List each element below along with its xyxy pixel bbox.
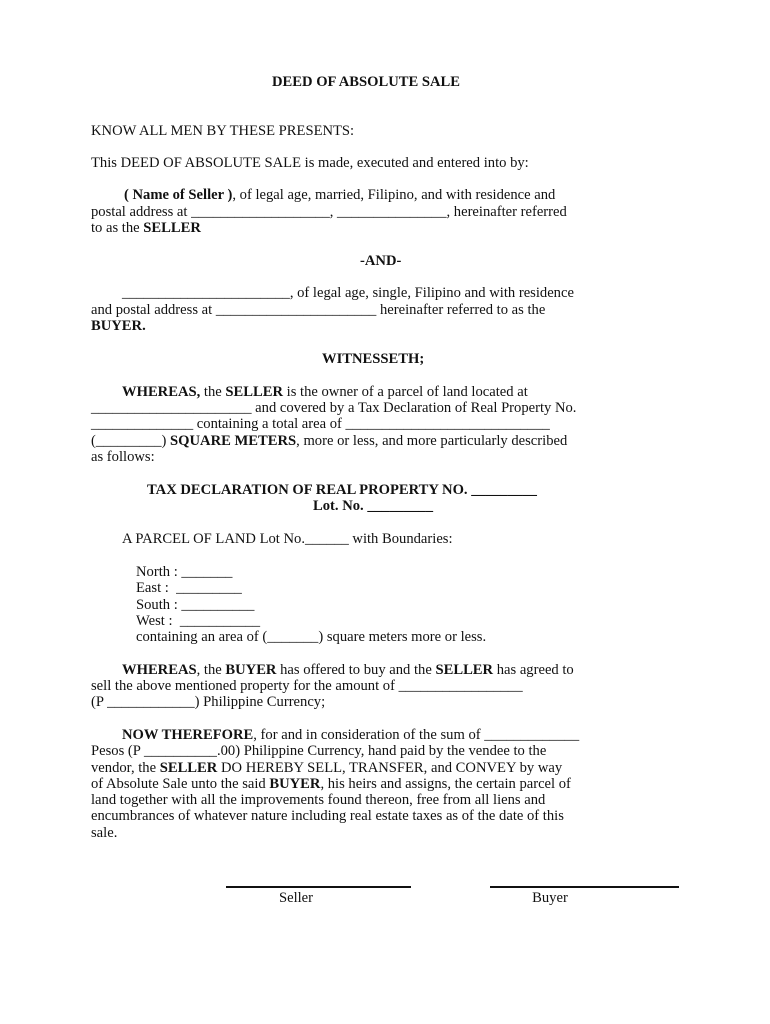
seller-signature-label: Seller <box>278 890 314 906</box>
seller-signature-line <box>226 886 411 888</box>
now-therefore-line-3 <box>91 760 562 776</box>
whereas2-text: , the <box>196 662 226 678</box>
and-separator: -AND- <box>360 253 402 269</box>
lot-number-heading: Lot. No. _________ <box>313 498 433 514</box>
intro-text: This DEED OF ABSOLUTE SALE is made, executed and entered into by: <box>91 155 529 171</box>
now-therefore-text: , for and in consideration of the sum of _____________ <box>253 727 580 743</box>
whereas1-text: (_________) <box>91 433 171 449</box>
seller-para-line-2: postal address at ___________________, _______________, hereinafter referred <box>91 204 567 220</box>
seller-term: SELLER <box>143 220 201 236</box>
seller-para-line-1 <box>124 187 555 203</box>
buyer-para-line-2: and postal address at ______________________ hereinafter referred to as the <box>91 302 546 318</box>
now-therefore-line-5: land together with all the improvements found thereon, free from all liens and <box>91 792 546 808</box>
buyer-term: BUYER. <box>91 318 146 334</box>
whereas-term: WHEREAS, <box>122 384 201 400</box>
whereas1-text: is the owner of a parcel of land located at <box>283 384 528 400</box>
whereas2-line-2: sell the above mentioned property for the amount of _________________ <box>91 678 523 694</box>
whereas1-line-3: ______________ containing a total area of ____________________________ <box>91 416 550 432</box>
tax-declaration-heading: TAX DECLARATION OF REAL PROPERTY NO. _________ <box>147 482 537 498</box>
square-meters-term: SQUARE METERS <box>170 433 297 449</box>
now-therefore-line-1 <box>122 727 579 743</box>
now-therefore-text: DO HEREBY SELL, TRANSFER, and CONVEY by way <box>217 760 563 776</box>
buyer-term: BUYER <box>225 662 277 678</box>
buyer-term: BUYER <box>269 776 321 792</box>
seller-para-text: , of legal age, married, Filipino, and with residence and <box>232 187 556 203</box>
seller-term: SELLER <box>435 662 494 678</box>
whereas1-text: , more or less, and more particularly described <box>296 433 568 449</box>
whereas2-line-1 <box>122 662 574 678</box>
now-therefore-line-4 <box>91 776 571 792</box>
buyer-signature-label: Buyer <box>532 890 568 906</box>
whereas-term: WHEREAS <box>122 662 197 678</box>
seller-para-line-3 <box>91 220 201 236</box>
parcel-description: A PARCEL OF LAND Lot No.______ with Boundaries: <box>122 531 453 547</box>
whereas2-text: has offered to buy and the <box>276 662 436 678</box>
whereas1-text: the <box>200 384 226 400</box>
now-therefore-line-2: Pesos (P __________.00) Philippine Currency, hand paid by the vendee to the <box>91 743 547 759</box>
now-therefore-text: vendor, the <box>91 760 160 776</box>
seller-term: SELLER <box>159 760 218 776</box>
seller-para-text: to as the <box>91 220 144 236</box>
seller-term: SELLER <box>225 384 283 400</box>
know-all-heading: KNOW ALL MEN BY THESE PRESENTS: <box>91 123 355 139</box>
buyer-para-line-1: _______________________, of legal age, single, Filipino and with residence <box>122 285 574 301</box>
whereas1-line-2: ______________________ and covered by a Tax Declaration of Real Property No. <box>91 400 577 416</box>
whereas1-line-4 <box>91 433 567 449</box>
now-therefore-text: of Absolute Sale unto the said <box>91 776 270 792</box>
witnesseth-heading: WITNESSETH; <box>322 351 425 367</box>
boundary-north: North : _______ <box>136 564 233 580</box>
whereas1-line-5: as follows: <box>91 449 155 465</box>
seller-name-label: ( Name of Seller ) <box>124 187 233 203</box>
now-therefore-text: , his heirs and assigns, the certain parcel of <box>320 776 571 792</box>
whereas2-line-3: (P ____________) Philippine Currency; <box>91 694 326 710</box>
now-therefore-line-7: sale. <box>91 825 118 841</box>
document-title: DEED OF ABSOLUTE SALE <box>272 74 461 90</box>
boundary-west: West : ___________ <box>136 613 261 629</box>
whereas2-text: has agreed to <box>493 662 574 678</box>
boundary-south: South : __________ <box>136 597 255 613</box>
boundary-area: containing an area of (_______) square meters more or less. <box>136 629 487 645</box>
buyer-signature-line <box>490 886 679 888</box>
now-therefore-term: NOW THEREFORE <box>122 727 254 743</box>
now-therefore-line-6: encumbrances of whatever nature including real estate taxes as of the date of this <box>91 808 564 824</box>
boundary-east: East : _________ <box>136 580 242 596</box>
whereas1-line-1 <box>122 384 528 400</box>
